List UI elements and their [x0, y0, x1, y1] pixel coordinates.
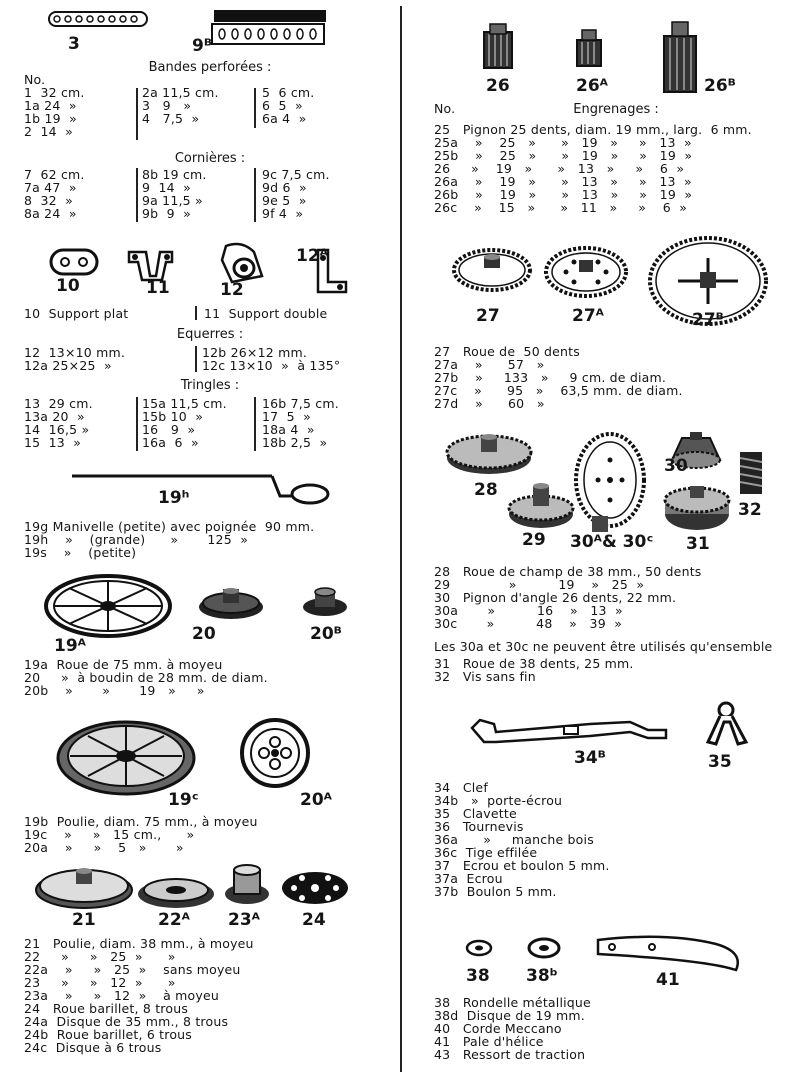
label-38: 38 — [466, 966, 490, 986]
label-20a: 20ᴬ — [300, 790, 332, 810]
outils-list: 34 Clef 34b » porte-écrou 35 Clavette 36 Tournevis 36a » manche bois 36c Tige effilée 37 Ecrou et boulon 5 mm. 37a Ecrou 37b Boulon 5 mm. — [434, 780, 610, 899]
column-divider — [400, 6, 402, 1072]
wheel-19a-illustration — [44, 570, 174, 640]
pulley-20a-illustration — [240, 718, 310, 788]
cornieres-title: Cornières : — [174, 151, 246, 166]
equerres-col1: 12 13×10 mm. 12a 25×25 » — [24, 345, 126, 373]
label-32: 32 — [738, 500, 762, 520]
angle-girder-illustration — [210, 8, 330, 48]
divider — [254, 397, 256, 451]
divider — [254, 168, 256, 222]
label-24: 24 — [302, 910, 326, 930]
label-30ac: 30ᴬ& 30ᶜ — [570, 532, 654, 552]
pulley-23a-illustration — [222, 860, 272, 910]
bush-wheel-24-illustration — [280, 868, 350, 908]
label-27: 27 — [476, 306, 500, 326]
label-9b: 9ᴮ — [192, 36, 212, 56]
gear-31-illustration — [662, 484, 732, 534]
bandes-col1: No. 1 32 cm. 1a 24 » 1b 19 » 2 14 » — [24, 72, 85, 139]
engrenages-no: No. — [434, 101, 456, 116]
perforated-strip-illustration — [48, 10, 148, 30]
divider — [136, 397, 138, 451]
pulley-21-illustration — [34, 862, 134, 912]
label-12: 12 — [220, 280, 244, 300]
poulies2-list: 21 Poulie, diam. 38 mm., à moyeu 22 » » 25 » » 22a » » 25 » sans moyeu 23 » » 12 » » 23a » » 12 » à moyeu 24 Roue barillet, 8 trous 24a Disque de 35 mm., 8 trous 24b Roue barillet, 6 trous 24c Disque à 6 trous — [24, 936, 254, 1055]
label-20b: 20ᴮ — [310, 624, 342, 644]
roue31-list: 31 Roue de 38 dents, 25 mm. 32 Vis sans fin — [434, 656, 634, 684]
divider — [195, 346, 197, 372]
divider — [136, 168, 138, 222]
roues27-list: 27 Roue de 50 dents 27a » 57 » 27b » 133 » 9 cm. de diam. 27c » 95 » 63,5 mm. de diam. 27d » 60 » — [434, 344, 683, 411]
contrate-wheel-28-illustration — [444, 430, 534, 478]
label-26a: 26ᴬ — [576, 76, 608, 96]
spanner-34b-illustration — [470, 710, 670, 750]
pinion-26b-illustration — [660, 20, 700, 94]
equerres-title: Equerres : — [176, 327, 244, 342]
flanged-wheel-20-illustration — [196, 585, 266, 625]
divider — [136, 88, 138, 140]
engrenages-title: Engrenages : — [573, 102, 659, 117]
gear-27-illustration — [452, 246, 532, 296]
label-11: 11 — [146, 278, 170, 298]
disc-38b-illustration — [526, 936, 562, 960]
tringles-col2: 15a 11,5 cm. 15b 10 » 16 9 » 16a 6 » — [142, 396, 227, 450]
label-26b: 26ᴮ — [704, 76, 736, 96]
label-26: 26 — [486, 76, 510, 96]
manivelle-list: 19g Manivelle (petite) avec poignée 90 mm. 19h » (grande) » 125 » 19s » (petite) — [24, 519, 315, 560]
poulies1-list: 19b Poulie, diam. 75 mm., à moyeu 19c » » 15 cm., » 20a » » 5 » » — [24, 814, 258, 855]
divers-list: 38 Rondelle métallique 38d Disque de 19 mm. 40 Corde Meccano 41 Pale d'hélice 43 Ressort de traction — [434, 995, 591, 1062]
bandes-col3: 5 6 cm. 6 5 » 6a 4 » — [262, 85, 315, 126]
label-3: 3 — [68, 34, 80, 54]
tringles-title: Tringles : — [180, 378, 240, 393]
label-28: 28 — [474, 480, 498, 500]
roues-list: 19a Roue de 75 mm. à moyeu 20 » à boudin de 28 mm. de diam. 20b » » 19 » » — [24, 657, 268, 698]
flanged-wheel-20b-illustration — [300, 585, 350, 625]
equerres-col2: 12b 26×12 mm. 12c 13×10 » à 135° — [202, 345, 341, 373]
gear-27a-illustration — [544, 244, 628, 300]
cornieres-col3: 9c 7,5 cm. 9d 6 » 9e 5 » 9f 4 » — [262, 167, 330, 221]
crank-handle-illustration — [72, 466, 332, 506]
label-38b: 38ᵇ — [526, 966, 558, 986]
label-41: 41 — [656, 970, 680, 990]
label-29: 29 — [522, 530, 546, 550]
label-10: 10 — [56, 276, 80, 296]
pinion-26a-illustration — [574, 26, 604, 70]
pinion-26-illustration — [480, 22, 516, 72]
label-19c: 19ᶜ — [168, 790, 199, 810]
label-19a: 19ᴬ — [54, 636, 86, 656]
label-35: 35 — [708, 752, 732, 772]
divider — [195, 306, 197, 320]
worm-32-illustration — [736, 448, 766, 498]
label-27a: 27ᴬ — [572, 306, 604, 326]
label-31: 31 — [686, 534, 710, 554]
label-19h: 19ʰ — [158, 488, 190, 508]
washer-38-illustration — [464, 938, 494, 958]
label-20: 20 — [192, 624, 216, 644]
label-30: 30 — [664, 456, 688, 476]
note-text: Les 30a et 30c ne peuvent être utilisés qu'ensemble — [434, 639, 773, 654]
label-21: 21 — [72, 910, 96, 930]
label-23a: 23ᴬ — [228, 910, 260, 930]
label-12a: 12ᴬ — [296, 246, 328, 266]
label-34b: 34ᴮ — [574, 748, 606, 768]
label-27b: 27ᴮ — [692, 310, 724, 330]
label-22a: 22ᴬ — [158, 910, 190, 930]
bevel-gear-30ac-illustration — [570, 430, 650, 540]
flat-bracket-illustration — [50, 248, 100, 278]
tringles-col1: 13 29 cm. 13a 20 » 14 16,5 » 15 13 » — [24, 396, 93, 450]
tringles-col3: 16b 7,5 cm. 17 5 » 18a 4 » 18b 2,5 » — [262, 396, 339, 450]
key-35-illustration — [700, 700, 750, 750]
pulley-19c-illustration — [56, 718, 196, 798]
double-bracket-illustration — [126, 246, 176, 282]
bandes-title: Bandes perforées : — [148, 60, 272, 75]
pulley-22a-illustration — [136, 872, 216, 912]
support-plat: 10 Support plat — [24, 306, 129, 321]
divider — [254, 88, 256, 128]
cornieres-col2: 8b 19 cm. 9 14 » 9a 11,5 » 9b 9 » — [142, 167, 207, 221]
engrenages-rows: 25 Pignon 25 dents, diam. 19 mm., larg. 6 mm. 25a » 25 » » 19 » » 13 » 25b » 25 » » 19 » » 19 » 26 » 19 » » 13 » » 6 » 26a » 19 » » 13 » » 13 » 26b » 19 » » 13 » » 19 » 26c » 15 » » 11 » » 6 » — [434, 122, 752, 215]
support-double: 11 Support double — [204, 306, 328, 321]
contrate-wheel-29-illustration — [506, 480, 576, 532]
champ-list: 28 Roue de champ de 38 mm., 50 dents 29 » 19 » 25 » 30 Pignon d'angle 26 dents, 22 mm. 30a » 16 » 13 » 30c » 48 » 39 » — [434, 564, 702, 631]
cornieres-col1: 7 62 cm. 7a 47 » 8 32 » 8a 24 » — [24, 167, 85, 221]
bandes-col2: 2a 11,5 cm. 3 9 » 4 7,5 » — [142, 85, 219, 126]
